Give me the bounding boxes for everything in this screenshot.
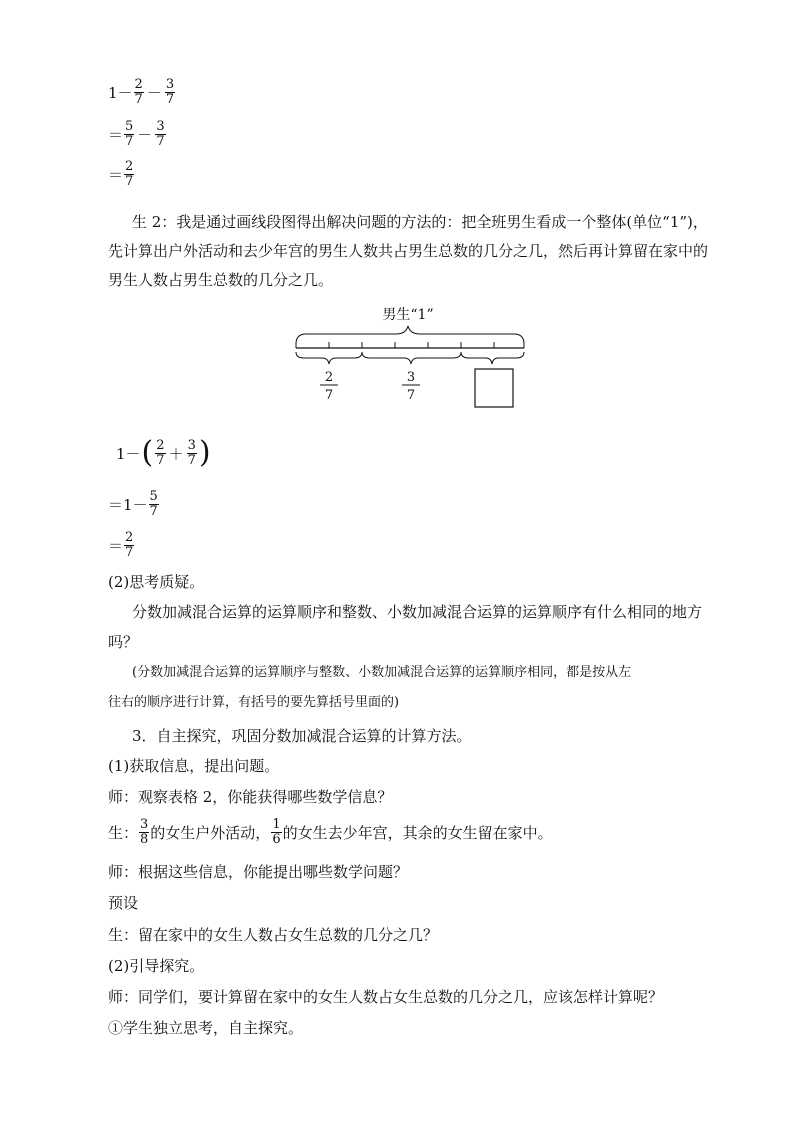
diagram-label: 男生“1” (382, 307, 434, 323)
fraction-numerator: 3 (165, 77, 175, 92)
fraction-denominator: 7 (125, 545, 134, 560)
section3-heading: 3．自主探究，巩固分数加减混合运算的计算方法。 (132, 727, 472, 745)
segment-diagram (292, 302, 532, 412)
fraction-denominator: 7 (125, 174, 134, 189)
fraction-denominator: 7 (165, 92, 175, 107)
close-paren: ) (198, 435, 211, 470)
segment-ticks (296, 342, 524, 348)
fraction-denominator: 7 (156, 134, 165, 149)
fraction-denominator: 7 (187, 452, 196, 468)
fraction-denominator: 7 (134, 92, 143, 107)
note-line1: (分数加减混合运算的运算顺序与整数、小数加减混合运算的运算顺序相同，都是按从左 (132, 665, 632, 680)
total-brace (296, 326, 524, 344)
fraction-numerator: 3 (140, 817, 149, 832)
teacher-line1: 师：观察表格 2，你能获得哪些数学信息？ (108, 788, 393, 806)
fraction (124, 160, 134, 189)
part2-denominator: 7 (406, 388, 416, 403)
fraction-numerator: 1 (272, 817, 281, 832)
section-think: (2)思考质疑。 (108, 573, 205, 591)
part1-brace (296, 352, 362, 364)
preset-label: 预设 (108, 894, 139, 912)
fraction (124, 120, 134, 149)
student-prefix: 生： (108, 824, 139, 842)
part1-denominator: 7 (324, 388, 334, 403)
student2-line3: 男生人数占男生总数的几分之几。 (108, 271, 334, 289)
fraction (165, 78, 175, 107)
unknown-box (475, 369, 513, 407)
part3-brace (461, 352, 524, 364)
calc1-line2 (108, 120, 167, 149)
fraction-numerator: 3 (187, 437, 196, 453)
calc2-line1 (116, 435, 212, 470)
fraction-numerator: 5 (125, 119, 134, 134)
calc-text: ＝1－ (108, 496, 148, 514)
student-info-line (108, 818, 553, 847)
student-question: 生：留在家中的女生人数占女生总数的几分之几？ (108, 926, 439, 944)
fraction-denominator: 8 (140, 832, 149, 847)
student2-line1: 生 2：我是通过画线段图得出解决问题的方法的：把全班男生看成一个整体(单位“1”)， (132, 213, 708, 231)
fraction (271, 818, 281, 847)
section-info: (1)获取信息，提出问题。 (108, 757, 280, 775)
fraction-denominator: 7 (149, 504, 158, 519)
part1-numerator: 2 (324, 370, 334, 385)
fraction (155, 439, 165, 468)
fraction-numerator: 2 (125, 530, 134, 545)
calc-text: ＝ (108, 537, 124, 555)
fraction (139, 818, 149, 847)
calc2-line2 (108, 490, 160, 519)
calc1-line3 (108, 160, 135, 189)
calc-text: ＝ (108, 166, 124, 184)
student-text: 的女生去少年宫，其余的女生留在家中。 (282, 824, 553, 842)
question-line1: 分数加减混合运算的运算顺序和整数、小数加减混合运算的运算顺序有什么相同的地方 (132, 603, 703, 621)
fraction-denominator: 6 (272, 832, 281, 847)
calc1-line1 (108, 78, 176, 107)
fraction-numerator: 5 (149, 489, 158, 504)
fraction (155, 120, 165, 149)
question-line2: 吗？ (108, 633, 139, 651)
fraction-denominator: 7 (156, 452, 165, 468)
calc-text: 1－ (108, 84, 133, 102)
fraction (187, 439, 197, 468)
operator: ＋ (168, 444, 184, 463)
fraction-denominator: 7 (125, 134, 134, 149)
part2-numerator: 3 (406, 370, 416, 385)
fraction (149, 490, 159, 519)
calc2-line3 (108, 531, 135, 560)
note-line2: 往右的顺序进行计算，有括号的要先算括号里面的) (108, 695, 400, 710)
part2-brace (362, 352, 461, 364)
teacher-line3: 师：同学们，要计算留在家中的女生人数占女生总数的几分之几，应该怎样计算呢？ (108, 988, 664, 1006)
student2-line2: 先计算出户外活动和去少年宫的男生人数共占男生总数的几分之几，然后再计算留在家中的 (108, 242, 709, 260)
open-paren: ( (141, 435, 154, 470)
fraction-numerator: 3 (156, 119, 165, 134)
calc-text: 1－ (116, 444, 141, 463)
fraction-numerator: 2 (134, 77, 143, 92)
operator: － (146, 84, 162, 102)
section-guide: (2)引导探究。 (108, 957, 205, 975)
calc-text: ＝ (108, 126, 124, 144)
fraction-numerator: 2 (125, 159, 134, 174)
teacher-line2: 师：根据这些信息，你能提出哪些数学问题？ (108, 863, 409, 881)
step1: ①学生独立思考，自主探究。 (108, 1019, 304, 1037)
fraction (124, 531, 134, 560)
fraction-numerator: 2 (156, 437, 165, 453)
student-text: 的女生户外活动， (150, 824, 271, 842)
fraction (134, 78, 144, 107)
operator: － (137, 126, 153, 144)
